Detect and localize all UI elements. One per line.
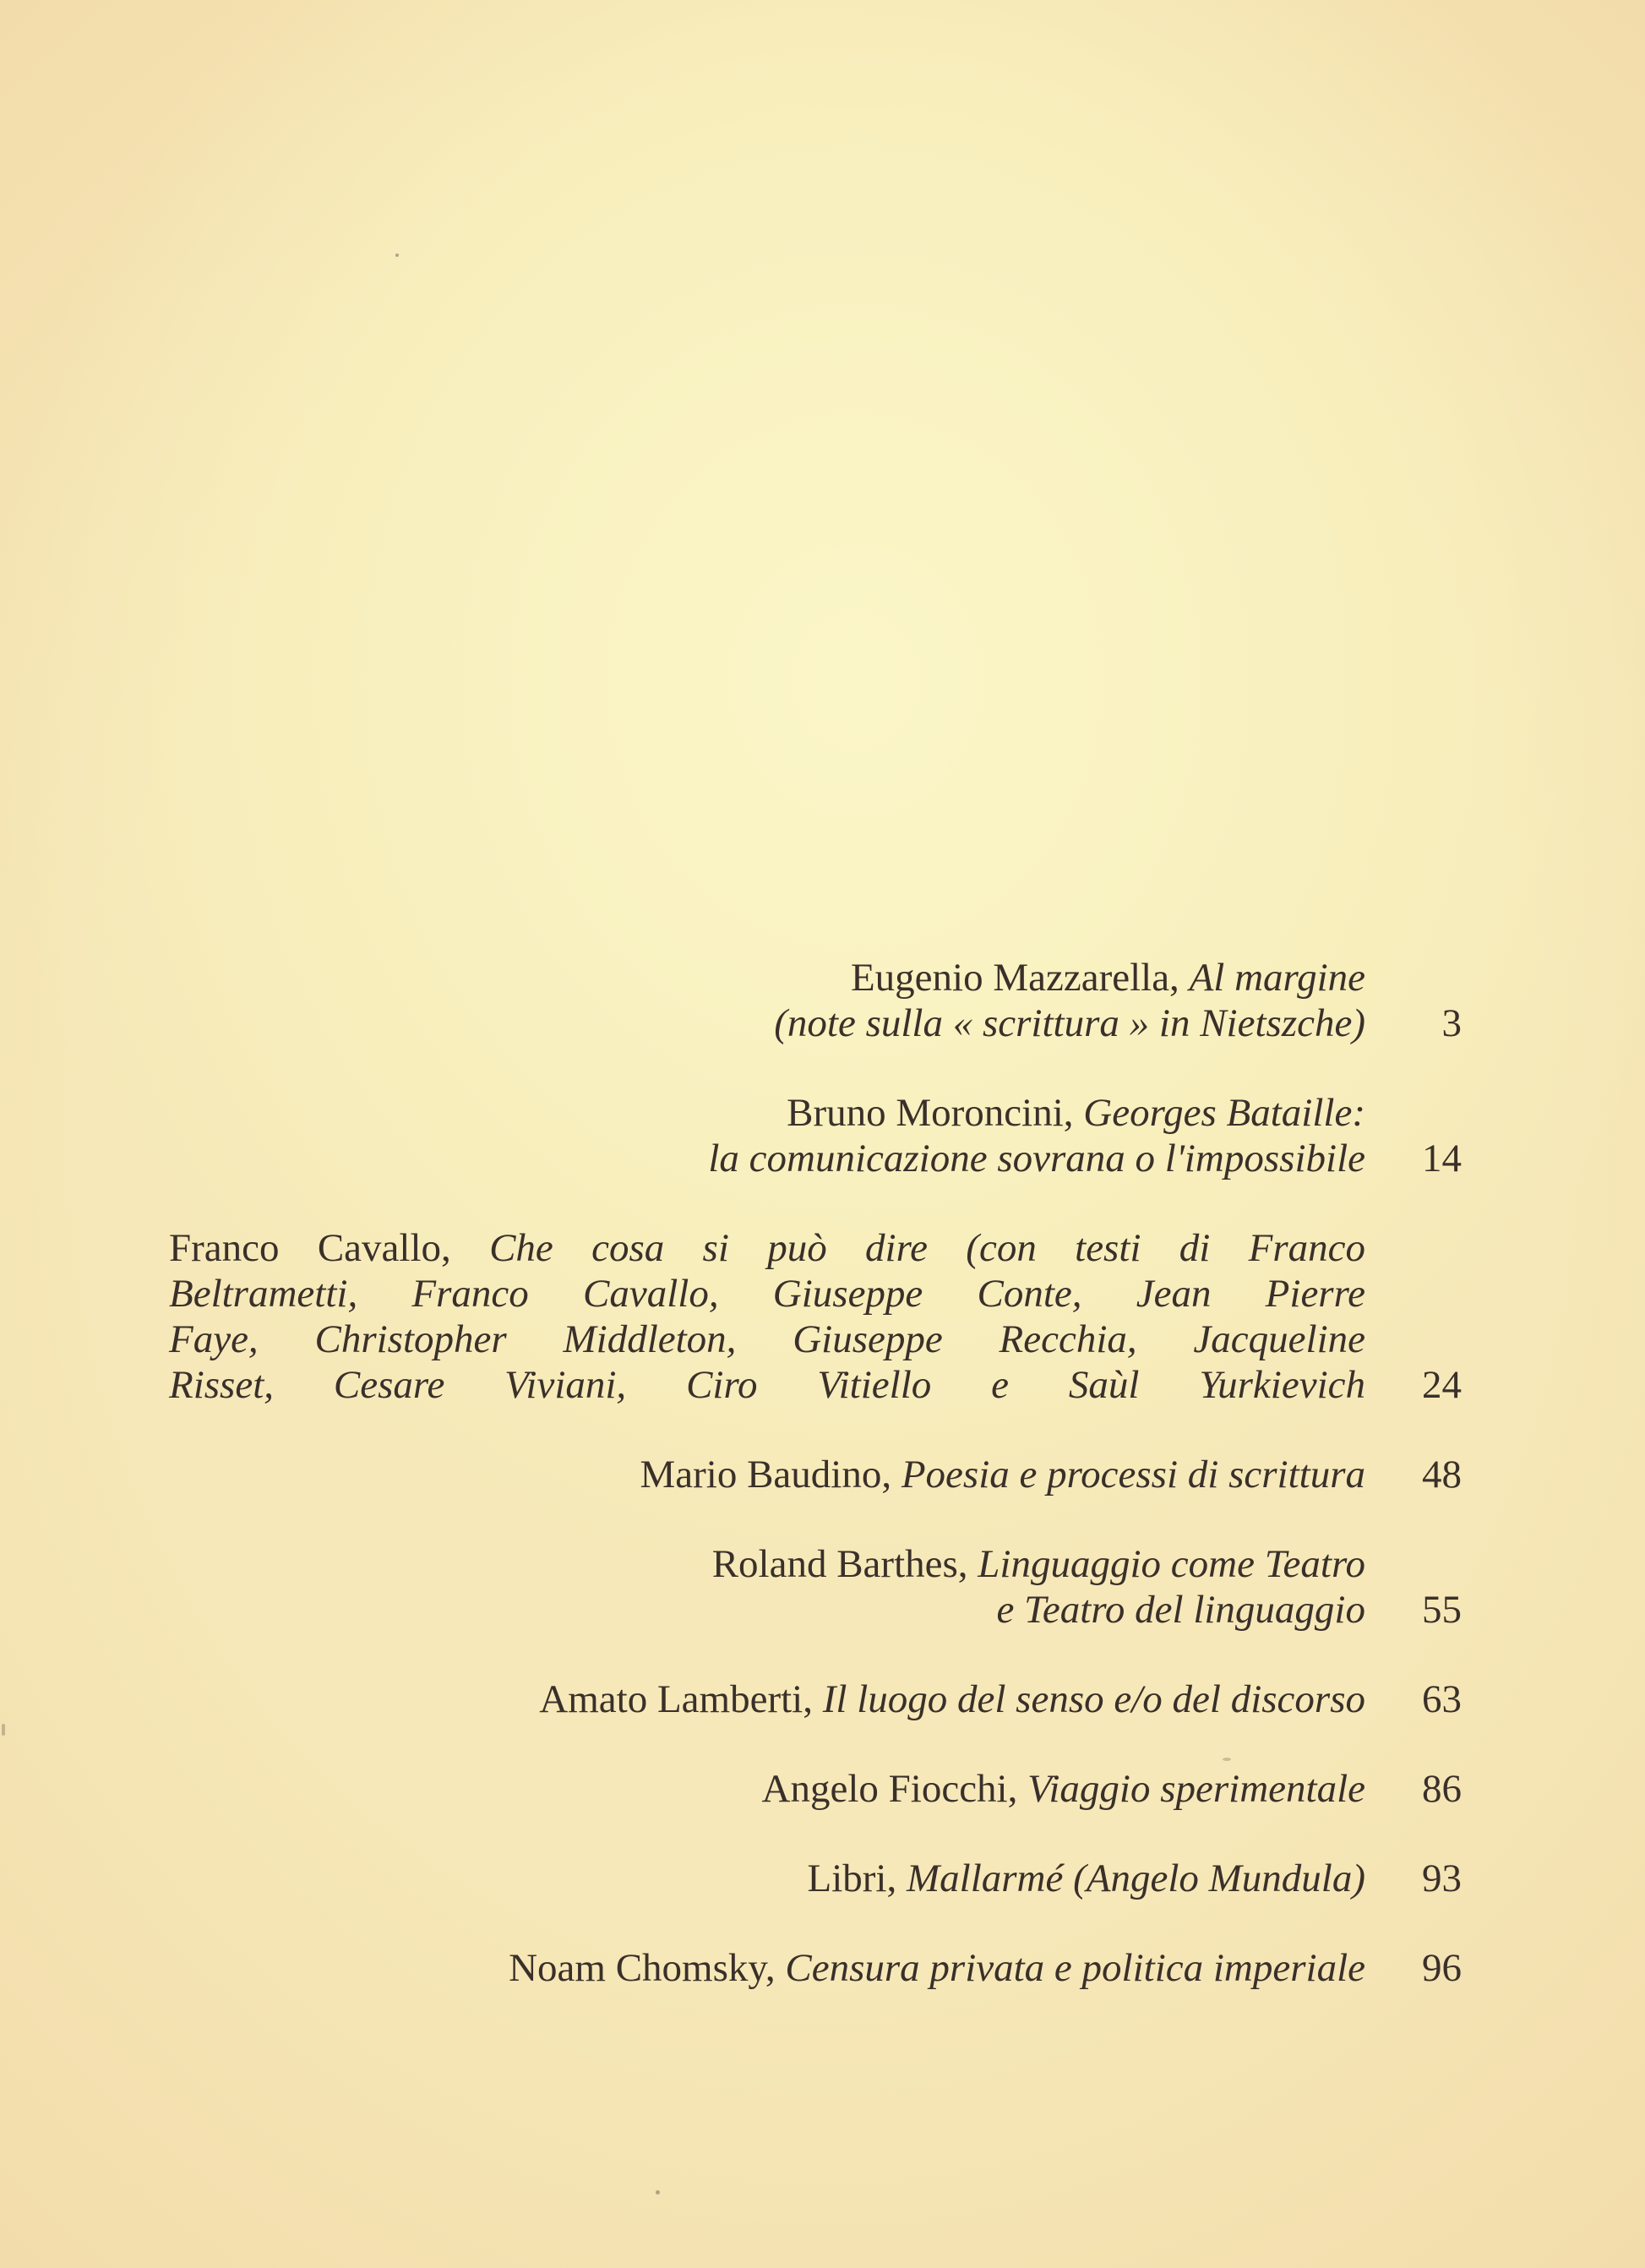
toc-line <box>169 1225 1365 1271</box>
toc-page-number: 86 <box>1422 1767 1462 1811</box>
toc-title: Poesia e processi di scrittura <box>901 1453 1365 1497</box>
toc-entry <box>169 1452 1462 1497</box>
toc-page-number: 3 <box>1441 1001 1462 1045</box>
toc-author: Bruno Moroncini, <box>787 1091 1074 1135</box>
toc-line <box>169 1090 1462 1136</box>
toc-entry <box>169 1766 1462 1812</box>
toc-title: Georges Bataille: <box>1083 1091 1365 1135</box>
table-of-contents <box>169 955 1462 1991</box>
toc-author: Amato Lamberti, <box>539 1677 813 1721</box>
paper-speck <box>2 1724 5 1736</box>
toc-title: Faye, Christopher Middleton, Giuseppe Recchia, Jacqueline <box>169 1317 1365 1361</box>
toc-author: Libri, <box>807 1856 897 1900</box>
toc-entry <box>169 955 1462 1046</box>
toc-page-number: 63 <box>1422 1677 1462 1721</box>
toc-title: Che cosa si può dire (con testi di Franco <box>489 1226 1365 1270</box>
toc-page-number: 96 <box>1422 1946 1462 1990</box>
toc-title: Mallarmé (Angelo Mundula) <box>906 1856 1365 1900</box>
toc-title: Linguaggio come Teatro <box>978 1542 1365 1586</box>
paper-speck <box>656 2190 660 2194</box>
toc-entry <box>169 1541 1462 1633</box>
toc-line <box>169 1541 1462 1587</box>
toc-page-number: 55 <box>1422 1588 1462 1632</box>
toc-line <box>169 1000 1462 1046</box>
toc-author: Angelo Fiocchi, <box>761 1767 1018 1811</box>
toc-author: Franco Cavallo, <box>169 1226 451 1270</box>
toc-entry <box>169 1090 1462 1181</box>
toc-entry <box>169 1856 1462 1901</box>
toc-author: Noam Chomsky, <box>509 1946 776 1990</box>
toc-title: e Teatro del linguaggio <box>996 1588 1365 1632</box>
toc-line <box>169 1945 1462 1991</box>
toc-title: Censura privata e politica imperiale <box>785 1946 1365 1990</box>
toc-title: la comunicazione sovrana o l'impossibile <box>708 1137 1365 1180</box>
toc-author: Mario Baudino, <box>640 1453 892 1497</box>
toc-author: Eugenio Mazzarella, <box>850 956 1179 1000</box>
toc-title: Risset, Cesare Viviani, Ciro Vitiello e Saùl Yurkievich <box>169 1363 1365 1407</box>
toc-title: Il luogo del senso e/o del discorso <box>822 1677 1365 1721</box>
toc-title: Al margine <box>1189 956 1365 1000</box>
toc-page-number: 24 <box>1422 1363 1462 1407</box>
paper-speck <box>395 254 399 257</box>
toc-entry <box>169 1225 1462 1408</box>
toc-title: Viaggio sperimentale <box>1027 1767 1365 1811</box>
toc-line <box>169 1452 1462 1497</box>
toc-line <box>169 1856 1462 1901</box>
toc-line <box>169 1136 1462 1181</box>
toc-line <box>169 1766 1462 1812</box>
toc-page-number: 48 <box>1422 1453 1462 1497</box>
toc-author: Roland Barthes, <box>711 1542 968 1586</box>
toc-page-number: 14 <box>1422 1137 1462 1180</box>
toc-line <box>169 1676 1462 1722</box>
toc-title: Beltrametti, Franco Cavallo, Giuseppe Conte, Jean Pierre <box>169 1272 1365 1316</box>
toc-page-number: 93 <box>1422 1856 1462 1900</box>
toc-entry <box>169 1945 1462 1991</box>
toc-title: (note sulla « scrittura » in Nietszche) <box>774 1001 1365 1045</box>
toc-line <box>169 955 1462 1000</box>
toc-entry <box>169 1676 1462 1722</box>
toc-line <box>169 1587 1462 1633</box>
